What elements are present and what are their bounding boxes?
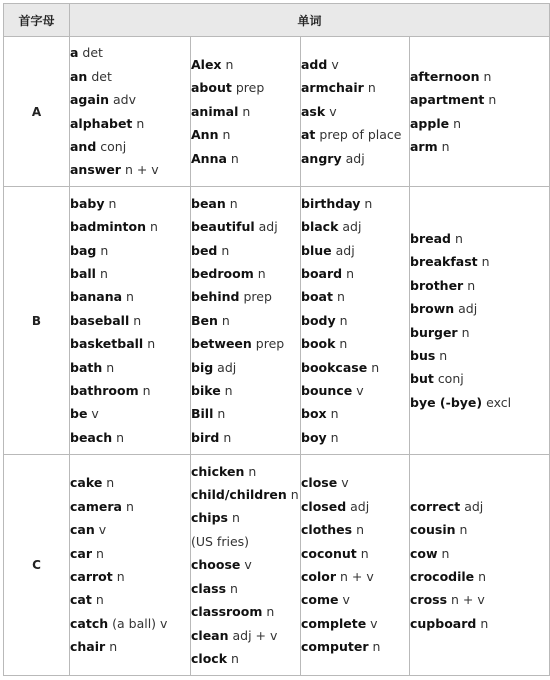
word-entry — [301, 356, 409, 379]
word: bookcase — [301, 359, 368, 375]
part-of-speech: n — [454, 230, 463, 246]
word: bread — [410, 230, 451, 246]
word-column — [191, 187, 301, 455]
part-of-speech: n — [481, 254, 490, 270]
part-of-speech: adj — [458, 301, 478, 317]
letter-row-c — [4, 455, 550, 676]
word-entry — [301, 332, 409, 355]
word: crocodile — [410, 569, 475, 584]
word-entry — [70, 41, 190, 64]
part-of-speech: n + v — [451, 592, 485, 608]
word: bus — [410, 347, 436, 363]
part-of-speech: n — [441, 138, 450, 154]
word-entry — [301, 285, 409, 308]
word-entry — [301, 215, 409, 238]
word: beach — [70, 429, 113, 445]
part-of-speech: v — [331, 56, 339, 72]
word-entry — [301, 612, 409, 635]
word: clock — [191, 650, 228, 666]
word: bye (-bye) — [410, 394, 483, 410]
word-entry — [410, 367, 549, 390]
word: birthday — [301, 195, 361, 211]
word: cupboard — [410, 615, 477, 631]
word: body — [301, 312, 336, 328]
word-entry — [191, 647, 300, 670]
part-of-speech: n + v — [124, 162, 159, 178]
part-of-speech: n — [225, 56, 234, 72]
word-column — [410, 187, 550, 455]
word-entry — [70, 112, 190, 135]
word-entry — [301, 147, 409, 170]
word-entry — [70, 565, 190, 588]
part-of-speech: adj — [258, 219, 278, 235]
word-entry — [410, 612, 549, 635]
word-entry — [301, 588, 409, 611]
word: at — [301, 127, 316, 143]
word: between — [191, 336, 252, 352]
word: boy — [301, 429, 327, 445]
part-of-speech: v — [244, 557, 252, 573]
part-of-speech: prep — [235, 80, 265, 96]
word: cousin — [410, 522, 456, 538]
part-of-speech: n — [125, 498, 134, 514]
part-of-speech: n — [339, 312, 348, 328]
word: bathroom — [70, 383, 139, 399]
word-entry — [301, 309, 409, 332]
part-of-speech: n — [346, 265, 355, 281]
word-entry — [70, 239, 190, 262]
part-of-speech: n — [217, 406, 226, 422]
word-entry — [410, 88, 549, 111]
word-column — [410, 37, 550, 187]
word-entry — [70, 356, 190, 379]
word: basketball — [70, 336, 144, 352]
word: Alex — [191, 56, 222, 72]
word: black — [301, 219, 339, 235]
word-entry — [191, 600, 300, 623]
word: computer — [301, 639, 369, 655]
initial-letter: B — [4, 187, 70, 455]
word-entry — [70, 402, 190, 425]
word: boat — [301, 289, 333, 305]
part-of-speech: n — [99, 265, 108, 281]
word: big — [191, 359, 214, 375]
part-of-speech: v — [98, 522, 107, 538]
word-entry — [191, 483, 300, 506]
table-header-row — [4, 4, 550, 37]
word-entry — [191, 426, 300, 449]
word-column — [301, 187, 410, 455]
word: baseball — [70, 312, 130, 328]
word-entry — [191, 239, 300, 262]
word: add — [301, 56, 328, 72]
word-entry — [70, 158, 190, 181]
word-column — [410, 455, 550, 676]
part-of-speech: n — [467, 277, 476, 293]
part-of-speech: (US fries) — [191, 533, 250, 549]
word: choose — [191, 557, 241, 573]
word: brother — [410, 277, 464, 293]
part-of-speech: n — [290, 487, 299, 503]
word: chicken — [191, 463, 245, 479]
word: cake — [70, 475, 103, 491]
word: again — [70, 92, 110, 108]
word-entry — [191, 530, 300, 553]
word-entry — [70, 495, 190, 518]
part-of-speech: n — [109, 639, 118, 655]
word: bedroom — [191, 265, 254, 281]
part-of-speech: n — [480, 615, 489, 631]
word: complete — [301, 615, 367, 631]
part-of-speech: v — [370, 615, 378, 631]
word: afternoon — [410, 68, 480, 84]
word-entry — [301, 471, 409, 494]
part-of-speech: prep of place — [319, 127, 402, 143]
word: a — [70, 45, 79, 61]
word-entry — [301, 100, 409, 123]
word: angry — [301, 150, 342, 166]
part-of-speech: n — [330, 429, 339, 445]
part-of-speech: adj — [342, 219, 362, 235]
part-of-speech: n — [242, 103, 251, 119]
word: answer — [70, 162, 121, 178]
word-entry — [191, 147, 300, 170]
part-of-speech: n — [222, 127, 231, 143]
part-of-speech: n — [439, 347, 448, 363]
part-of-speech: n — [453, 115, 462, 131]
word: chair — [70, 639, 106, 655]
word-entry — [301, 123, 409, 146]
word: board — [301, 265, 343, 281]
part-of-speech: adj — [217, 359, 237, 375]
word-entry — [191, 215, 300, 238]
word-entry — [410, 250, 549, 273]
word: burger — [410, 324, 458, 340]
word: behind — [191, 289, 240, 305]
word: closed — [301, 498, 347, 514]
word: come — [301, 592, 339, 608]
word-entry — [410, 542, 549, 565]
word-entry — [191, 285, 300, 308]
part-of-speech: excl — [486, 394, 512, 410]
part-of-speech: n — [126, 289, 134, 305]
word: coconut — [301, 545, 357, 561]
word: can — [70, 522, 95, 538]
part-of-speech: adj — [350, 498, 370, 514]
word: close — [301, 475, 338, 491]
word-entry — [70, 262, 190, 285]
word: arm — [410, 138, 438, 154]
part-of-speech: n — [336, 289, 345, 305]
part-of-speech: v — [341, 475, 349, 491]
word-entry — [70, 309, 190, 332]
part-of-speech: v — [342, 592, 350, 608]
part-of-speech: conj — [100, 138, 127, 154]
word: Bill — [191, 406, 214, 422]
word-entry — [70, 542, 190, 565]
word-entry — [70, 88, 190, 111]
word-entry — [410, 135, 549, 158]
part-of-speech: n — [360, 545, 369, 561]
word: baby — [70, 195, 105, 211]
part-of-speech: n — [459, 522, 468, 538]
word: child/children — [191, 487, 287, 503]
word-entry — [70, 612, 190, 635]
word-entry — [70, 65, 190, 88]
word-entry — [191, 356, 300, 379]
word-entry — [70, 285, 190, 308]
word: bean — [191, 195, 226, 211]
word-column — [70, 187, 191, 455]
word-entry — [301, 239, 409, 262]
part-of-speech: prep — [255, 336, 285, 352]
word: clean — [191, 627, 229, 643]
part-of-speech: n — [100, 242, 109, 258]
word-entry — [301, 76, 409, 99]
word-entry — [191, 624, 300, 647]
part-of-speech: n — [230, 580, 238, 596]
word: be — [70, 406, 88, 422]
word-entry — [70, 135, 190, 158]
word: apple — [410, 115, 450, 131]
word-entry — [301, 542, 409, 565]
part-of-speech: (a ball) v — [112, 615, 168, 631]
word: apartment — [410, 92, 485, 108]
letter-row-a — [4, 37, 550, 187]
word-column — [70, 455, 191, 676]
part-of-speech: n — [231, 650, 239, 666]
word-entry — [410, 297, 549, 320]
word: banana — [70, 289, 123, 305]
part-of-speech: n — [224, 383, 233, 399]
word: bag — [70, 242, 97, 258]
word: class — [191, 580, 227, 596]
word: Anna — [191, 150, 227, 166]
part-of-speech: adj — [345, 150, 365, 166]
word: chips — [191, 510, 228, 526]
word-entry — [301, 379, 409, 402]
word: but — [410, 371, 434, 387]
word-entry — [410, 588, 549, 611]
word-entry — [191, 309, 300, 332]
part-of-speech: n + v — [340, 569, 374, 584]
part-of-speech: n — [371, 359, 380, 375]
part-of-speech: n — [116, 429, 125, 445]
word: color — [301, 569, 337, 584]
word-entry — [301, 635, 409, 658]
word: ball — [70, 265, 96, 281]
word-entry — [301, 518, 409, 541]
initial-letter-header: 首字母 — [4, 4, 70, 37]
part-of-speech: n — [266, 604, 275, 620]
part-of-speech: n — [95, 592, 104, 608]
part-of-speech: n — [367, 80, 376, 96]
word-entry — [70, 471, 190, 494]
word: brown — [410, 301, 455, 317]
word: beautiful — [191, 219, 255, 235]
word: Ann — [191, 127, 219, 143]
word-entry — [301, 402, 409, 425]
part-of-speech: adv — [113, 92, 136, 108]
word: ask — [301, 103, 326, 119]
vocabulary-table — [3, 3, 550, 676]
word-entry — [301, 192, 409, 215]
initial-letter: A — [4, 37, 70, 187]
word: about — [191, 80, 232, 96]
word: box — [301, 406, 327, 422]
word-entry — [191, 53, 300, 76]
word-entry — [410, 274, 549, 297]
part-of-speech: adj — [464, 498, 484, 514]
word: bed — [191, 242, 218, 258]
part-of-speech: v — [329, 103, 337, 119]
word: badminton — [70, 219, 147, 235]
word-entry — [70, 588, 190, 611]
word-entry — [191, 262, 300, 285]
word-entry — [70, 332, 190, 355]
part-of-speech: det — [82, 45, 103, 61]
word-entry — [70, 518, 190, 541]
part-of-speech: n — [483, 68, 492, 84]
part-of-speech: n — [229, 195, 238, 211]
word-entry — [301, 495, 409, 518]
word: and — [70, 138, 97, 154]
word-entry — [70, 426, 190, 449]
word-entry — [301, 565, 409, 588]
word-entry — [191, 332, 300, 355]
word-entry — [191, 553, 300, 576]
part-of-speech: n — [150, 219, 158, 235]
words-header: 单词 — [70, 4, 550, 37]
word-column — [301, 455, 410, 676]
word-entry — [410, 344, 549, 367]
word: animal — [191, 103, 239, 119]
part-of-speech: n — [136, 115, 145, 131]
word-column — [301, 37, 410, 187]
part-of-speech: adj — [335, 242, 355, 258]
word: carrot — [70, 569, 113, 584]
word: alphabet — [70, 115, 133, 131]
part-of-speech: n — [96, 545, 104, 561]
word-entry — [191, 506, 300, 529]
word-entry — [301, 262, 409, 285]
word-entry — [70, 379, 190, 402]
part-of-speech: n — [106, 359, 115, 375]
word-entry — [191, 123, 300, 146]
word-entry — [301, 53, 409, 76]
part-of-speech: n — [248, 463, 257, 479]
word-entry — [191, 379, 300, 402]
word-entry — [410, 112, 549, 135]
word: cat — [70, 592, 92, 608]
part-of-speech: n — [364, 195, 373, 211]
word-column — [191, 37, 301, 187]
part-of-speech: n — [330, 406, 339, 422]
part-of-speech: v — [356, 383, 364, 399]
part-of-speech: n — [461, 324, 470, 340]
word-entry — [191, 192, 300, 215]
part-of-speech: n — [116, 569, 125, 584]
word-entry — [410, 495, 549, 518]
word: cross — [410, 592, 448, 608]
part-of-speech: n — [441, 545, 450, 561]
word-entry — [70, 635, 190, 658]
initial-letter: C — [4, 455, 70, 676]
word-entry — [410, 321, 549, 344]
word-entry — [410, 391, 549, 414]
word-entry — [70, 215, 190, 238]
letter-row-b — [4, 187, 550, 455]
word: blue — [301, 242, 332, 258]
word: breakfast — [410, 254, 478, 270]
word: armchair — [301, 80, 364, 96]
word: classroom — [191, 604, 263, 620]
part-of-speech: n — [372, 639, 381, 655]
word: camera — [70, 498, 122, 514]
part-of-speech: n — [221, 242, 230, 258]
word-entry — [410, 518, 549, 541]
word-entry — [410, 65, 549, 88]
part-of-speech: n — [478, 569, 487, 584]
part-of-speech: n — [230, 150, 239, 166]
part-of-speech: n — [339, 336, 348, 352]
word: bounce — [301, 383, 353, 399]
word: cow — [410, 545, 438, 561]
part-of-speech: prep — [243, 289, 272, 305]
word: correct — [410, 498, 461, 514]
part-of-speech: n — [223, 429, 232, 445]
word-entry — [70, 192, 190, 215]
word: Ben — [191, 312, 218, 328]
part-of-speech: n — [488, 92, 497, 108]
word: clothes — [301, 522, 353, 538]
part-of-speech: n — [257, 265, 266, 281]
word: bath — [70, 359, 103, 375]
part-of-speech: v — [91, 406, 99, 422]
part-of-speech: n — [221, 312, 230, 328]
part-of-speech: n — [231, 510, 240, 526]
part-of-speech: n — [133, 312, 142, 328]
word: car — [70, 545, 93, 561]
part-of-speech: conj — [437, 371, 464, 387]
word-entry — [191, 76, 300, 99]
word-entry — [301, 426, 409, 449]
part-of-speech: n — [142, 383, 151, 399]
part-of-speech: n — [356, 522, 364, 538]
word: bird — [191, 429, 220, 445]
word-entry — [410, 565, 549, 588]
word: bike — [191, 383, 221, 399]
part-of-speech: n — [108, 195, 117, 211]
word: an — [70, 68, 88, 84]
word-entry — [191, 402, 300, 425]
word-entry — [191, 100, 300, 123]
part-of-speech: n — [147, 336, 156, 352]
part-of-speech: det — [91, 68, 112, 84]
word-column — [70, 37, 191, 187]
word-entry — [191, 460, 300, 483]
word-entry — [410, 227, 549, 250]
word-entry — [191, 577, 300, 600]
part-of-speech: n — [106, 475, 115, 491]
word-column — [191, 455, 301, 676]
word: book — [301, 336, 336, 352]
word: catch — [70, 615, 109, 631]
part-of-speech: adj + v — [232, 627, 278, 643]
